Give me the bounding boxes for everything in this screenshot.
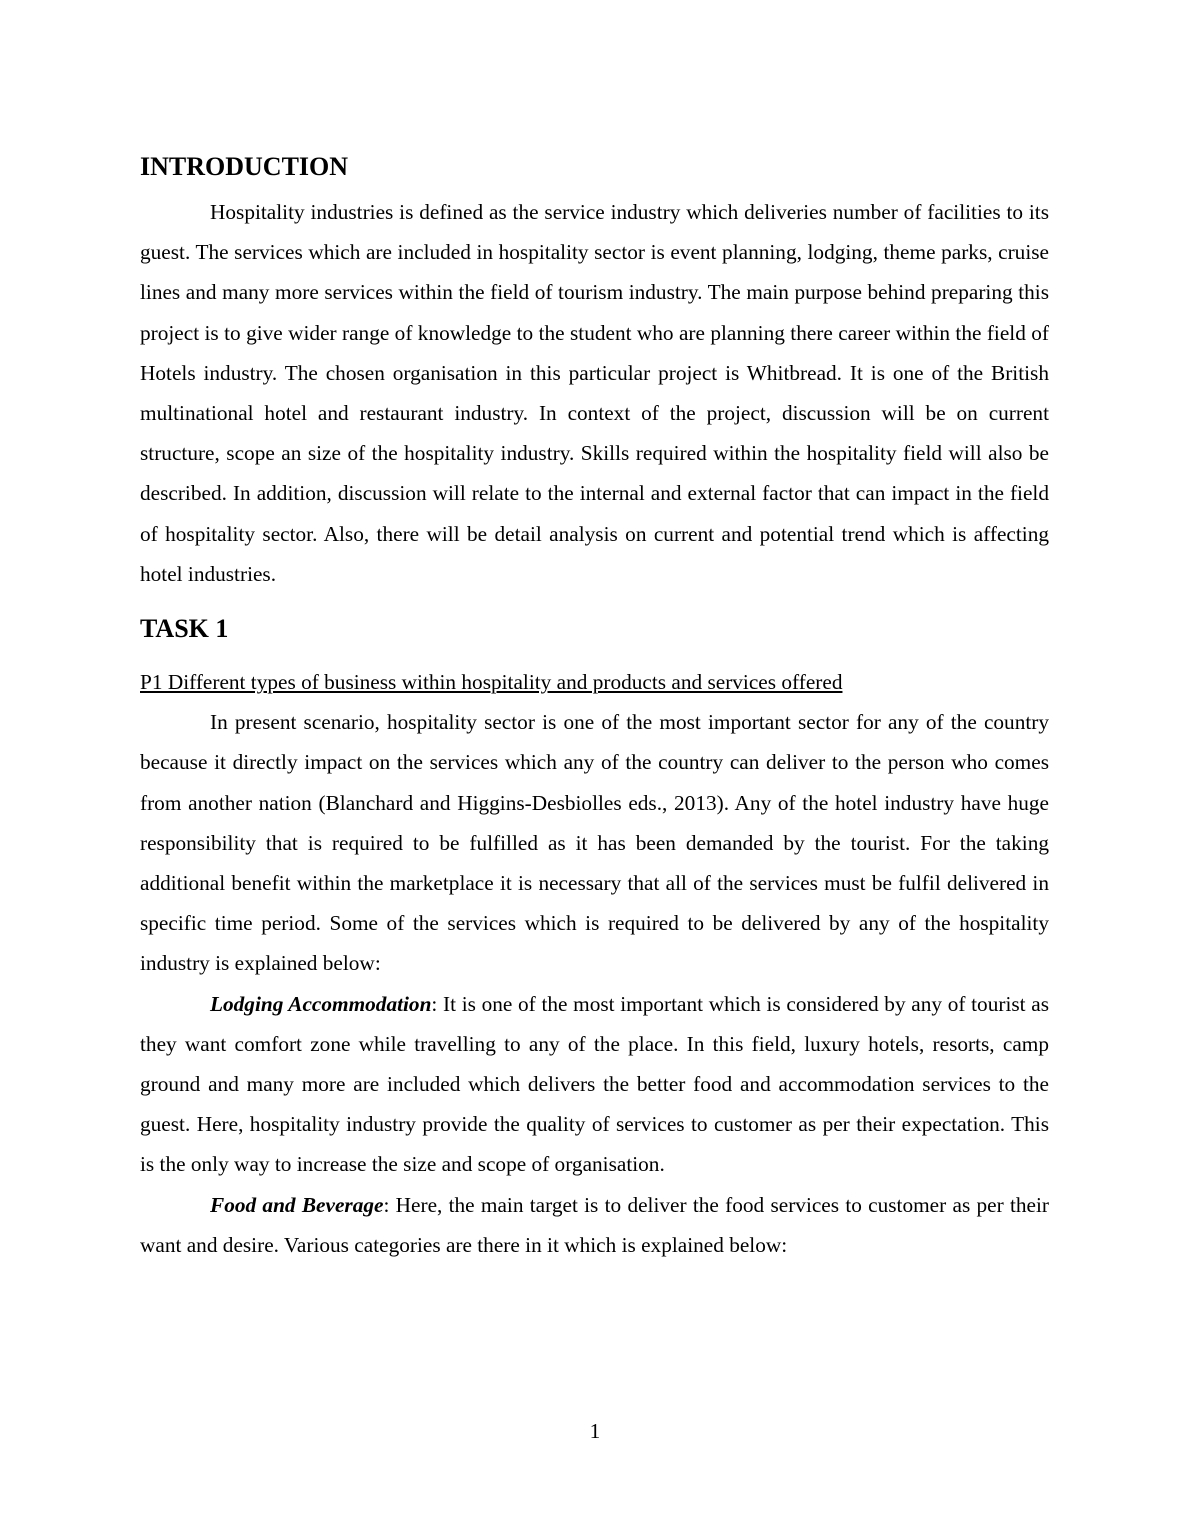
task1-subheading: P1 Different types of business within hospitality and products and services offered xyxy=(140,670,843,695)
lodging-paragraph xyxy=(140,984,1049,1185)
page-content xyxy=(140,150,1049,1265)
food-paragraph xyxy=(140,1185,1049,1265)
task1-heading: TASK 1 xyxy=(140,614,229,644)
page-number: 1 xyxy=(589,1419,601,1443)
lodging-term: Lodging Accommodation xyxy=(210,991,432,1016)
food-term: Food and Beverage xyxy=(210,1192,384,1217)
introduction-paragraph: Hospitality industries is defined as the service industry which deliveries number of facilities to its guest. The services which are included in hospitality sector is event planning, lodging, theme parks, cruise lines and many more services within the field of tourism industry. The main purpose behind preparing this project is to give wider range of knowledge to the student who are planning there career within the field of Hotels industry. The chosen organisation in this particular project is Whitbread. It is one of the British multinational hotel and restaurant industry. In context of the project, discussion will be on current structure, scope an size of the hospitality industry. Skills required within the hospitality field will also be described. In addition, discussion will relate to the internal and external factor that can impact in the field of hospitality sector. Also, there will be detail analysis on current and potential trend which is affecting hotel industries. xyxy=(140,200,1049,586)
task1-paragraph: In present scenario, hospitality sector is one of the most important sector for any of the country because it directly impact on the services which any of the country can deliver to the person who comes from another nation (Blanchard and Higgins-Desbiolles eds., 2013). Any of the hotel industry have huge responsibility that is required to be fulfilled as it has been demanded by the tourist. For the taking additional benefit within the marketplace it is necessary that all of the services must be fulfil delivered in specific time period. Some of the services which is required to be delivered by any of the hospitality industry is explained below: xyxy=(140,710,1049,976)
food-text: : Here, the main target is to deliver the food services to customer as per their want and desire. Various categories are there in it which is explained below: xyxy=(140,1192,1050,1257)
introduction-heading: INTRODUCTION xyxy=(140,152,349,181)
lodging-text: : It is one of the most important which is considered by any of tourist as they want comfort zone while travelling to any of the place. In this field, luxury hotels, resorts, camp ground and many more are included which delivers the better food and accommodation services to the guest. Here, hospitality industry provide the quality of services to customer as per their expectation. This is the only way to increase the size and scope of organisation. xyxy=(140,991,1049,1177)
